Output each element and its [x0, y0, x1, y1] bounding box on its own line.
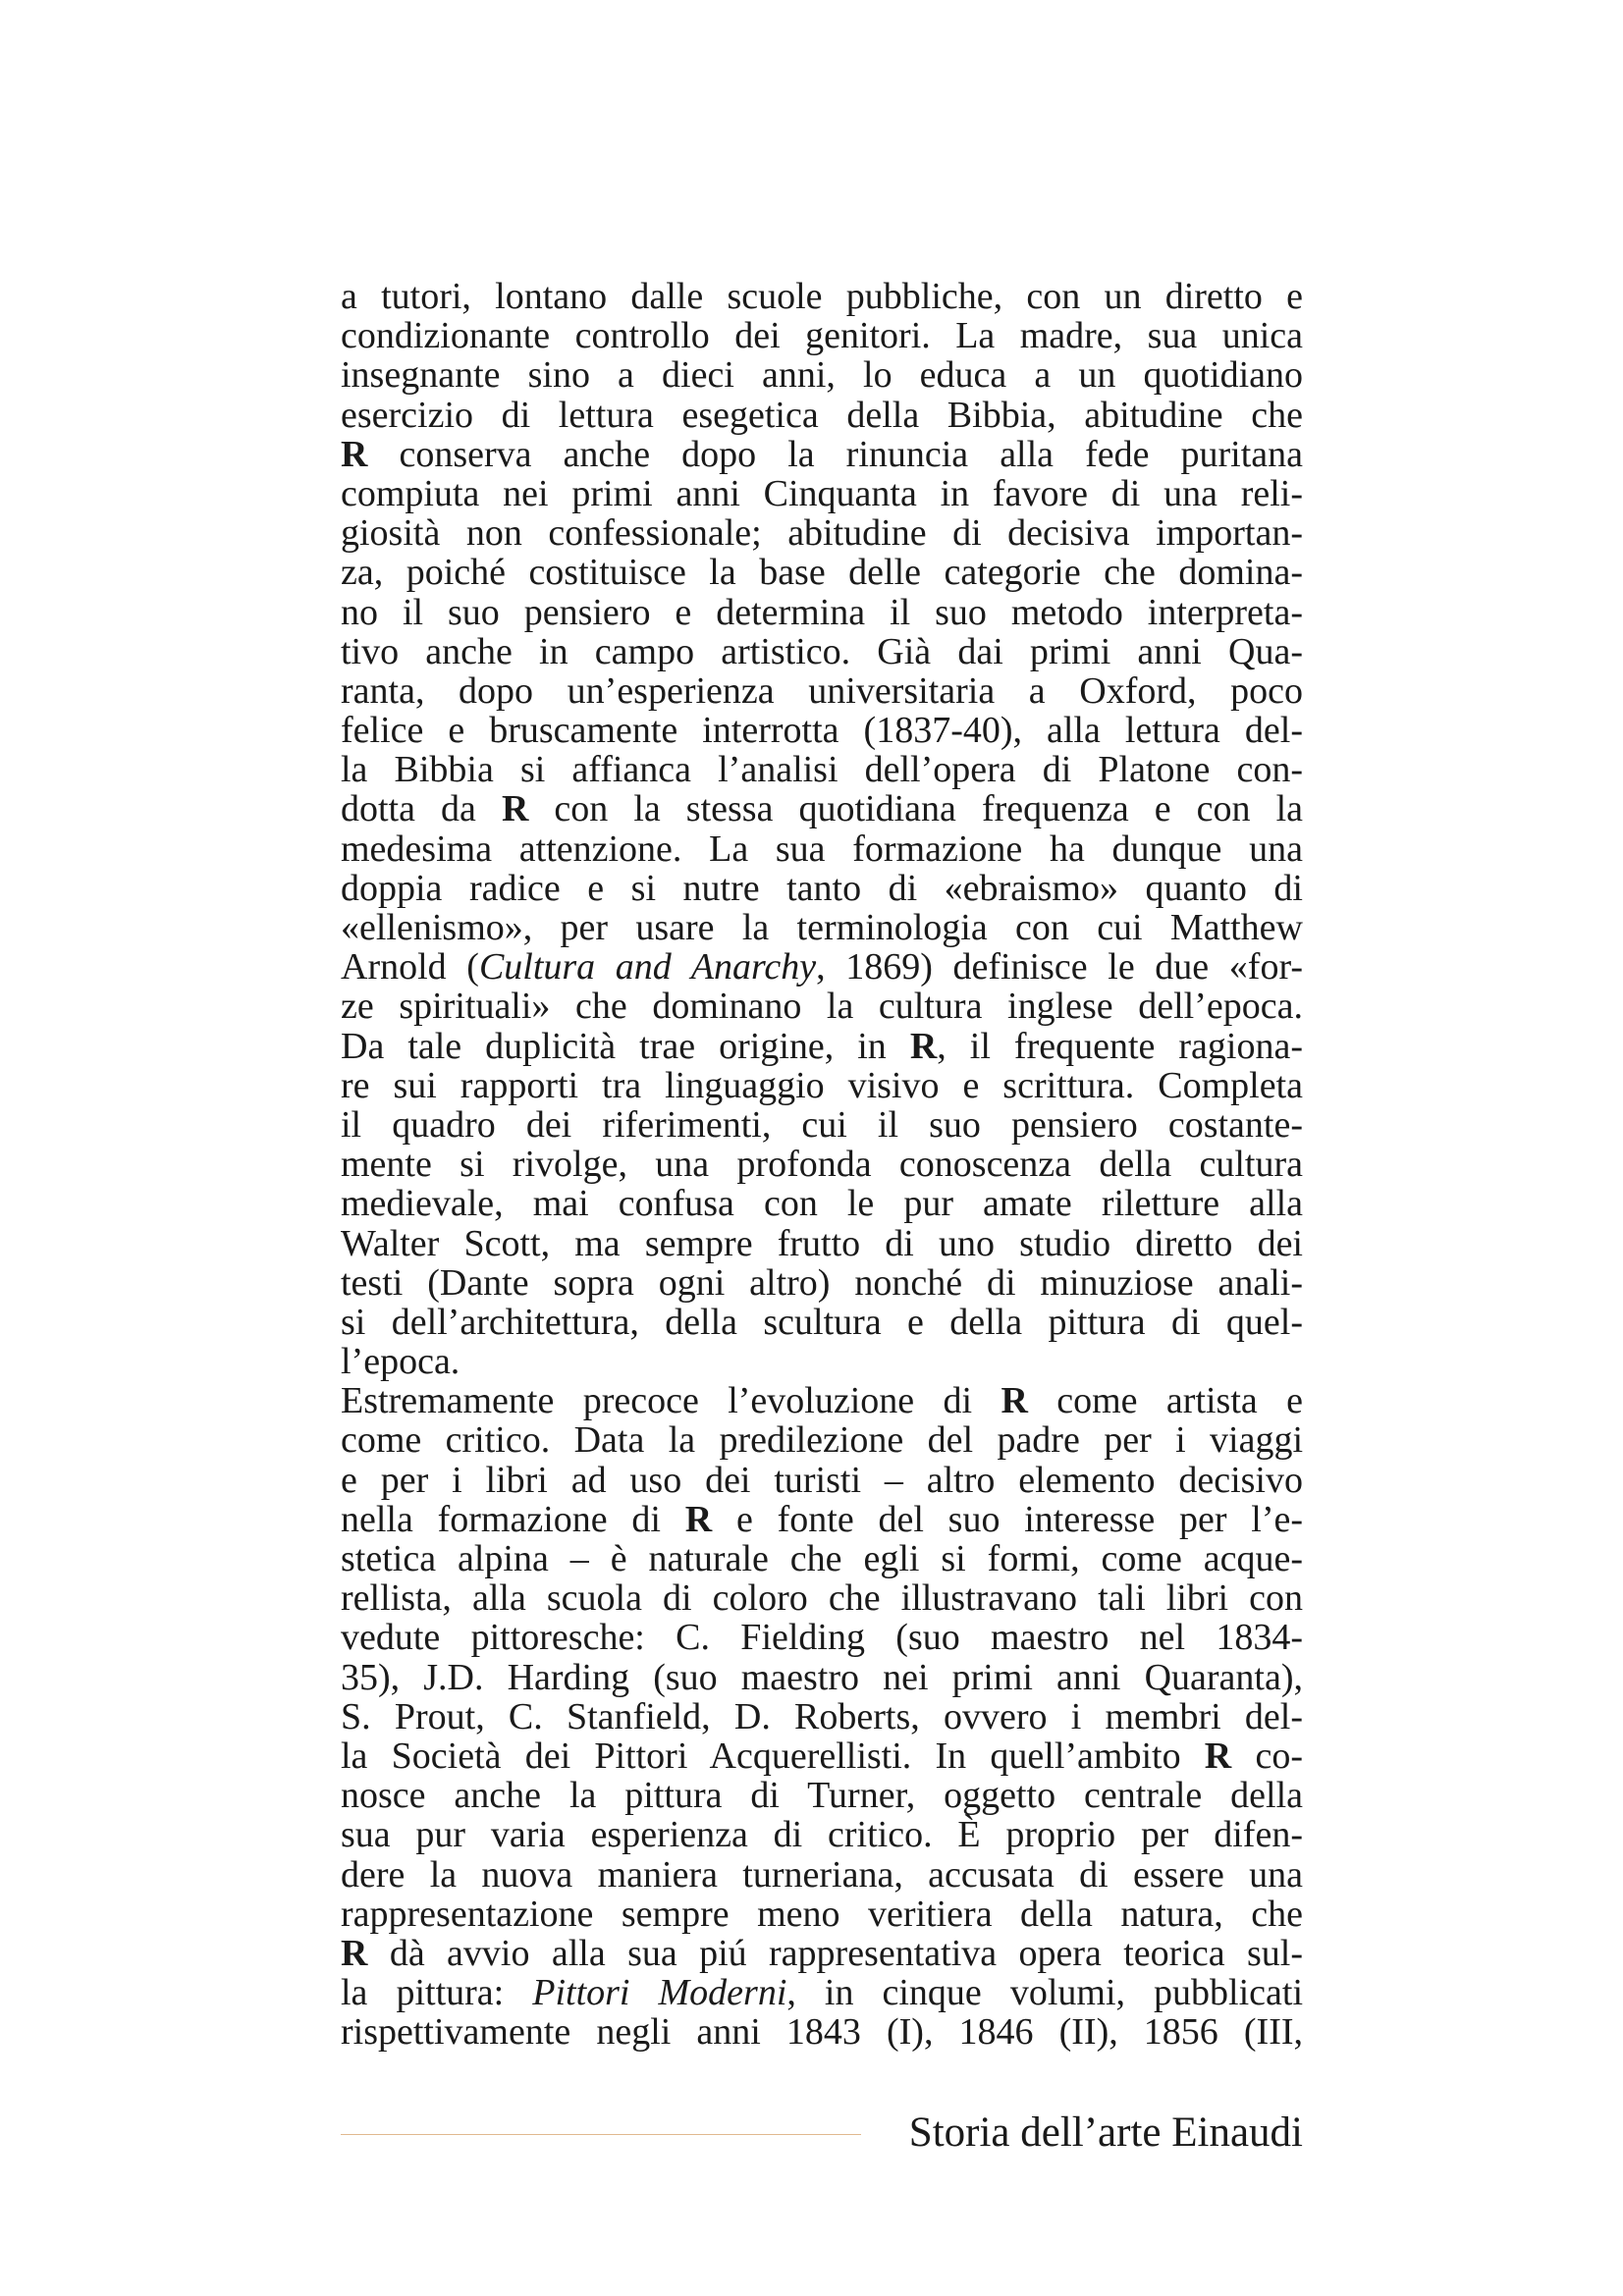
- body-text: [341, 277, 1303, 2052]
- bold-initial: R: [341, 433, 368, 475]
- text-segment: Estremamente precoce l’evoluzione di: [341, 1380, 1001, 1422]
- text-segment: dà avvio alla sua piú rappresentativa opera teorica sul-: [367, 1932, 1303, 1974]
- text-line: [341, 1066, 1303, 1105]
- text-line: [341, 1342, 1303, 1381]
- text-line: [341, 711, 1303, 750]
- text-line: [341, 1934, 1303, 1973]
- text-segment: , il frequente ragiona-: [937, 1025, 1303, 1067]
- bold-initial: R: [1001, 1380, 1028, 1422]
- text-segment: medesima attenzione. La sua formazione ha dunque una: [341, 828, 1303, 870]
- text-line: [341, 1027, 1303, 1066]
- text-segment: Walter Scott, ma sempre frutto di uno studio diretto dei: [341, 1222, 1303, 1264]
- text-segment: Arnold (: [341, 946, 479, 988]
- text-segment: dere la nuova maniera turneriana, accusata di essere una: [341, 1853, 1303, 1896]
- text-segment: nosce anche la pittura di Turner, oggetto centrale della: [341, 1775, 1303, 1817]
- text-line: [341, 1184, 1303, 1223]
- text-segment: e fonte del suo interesse per l’e-: [712, 1498, 1303, 1540]
- text-line: [341, 2012, 1303, 2052]
- text-line: [341, 474, 1303, 513]
- bold-initial: R: [684, 1498, 713, 1540]
- text-line: [341, 1895, 1303, 1934]
- text-segment: «ellenismo», per usare la terminologia con cui Matthew: [341, 907, 1303, 948]
- text-line: [341, 1736, 1303, 1776]
- text-segment: ze spirituali» che dominano la cultura inglese dell’epoca.: [341, 986, 1303, 1028]
- text-line: [341, 277, 1303, 316]
- text-segment: , in cinque volumi, pubblicati: [786, 1972, 1303, 2014]
- text-segment: testi (Dante sopra ogni altro) nonché di minuziose anali-: [341, 1261, 1303, 1304]
- text-segment: rappresentazione sempre meno veritiera della natura, che: [341, 1893, 1303, 1935]
- text-segment: con la stessa quotidiana frequenza e con la: [528, 788, 1303, 830]
- text-line: [341, 1697, 1303, 1736]
- text-segment: 35), J.D. Harding (suo maestro nei primi anni Quaranta),: [341, 1656, 1303, 1698]
- text-line: [341, 1263, 1303, 1303]
- text-segment: si dell’architettura, della scultura e della pittura di quel-: [341, 1301, 1303, 1343]
- text-segment: rellista, alla scuola di coloro che illustravano tali libri con: [341, 1577, 1303, 1620]
- text-line: [341, 1578, 1303, 1618]
- text-line: [341, 1420, 1303, 1460]
- text-segment: e per i libri ad uso dei turisti – altro elemento decisivo: [341, 1459, 1303, 1501]
- text-line: [341, 1815, 1303, 1854]
- text-segment: esercizio di lettura esegetica della Bibbia, abitudine che: [341, 394, 1303, 436]
- text-line: [341, 553, 1303, 592]
- text-segment: co-: [1231, 1735, 1303, 1777]
- text-line: [341, 869, 1303, 908]
- text-line: [341, 829, 1303, 869]
- bold-initial: R: [341, 1932, 368, 1974]
- text-line: [341, 1461, 1303, 1500]
- text-line: [341, 513, 1303, 553]
- bold-initial: R: [1204, 1735, 1232, 1777]
- text-segment: l’epoca.: [341, 1341, 460, 1383]
- text-segment: Da tale duplicità trae origine, in: [341, 1025, 910, 1067]
- text-line: [341, 1145, 1303, 1184]
- text-segment: conserva anche dopo la rinuncia alla fede puritana: [367, 433, 1303, 475]
- text-line: [341, 632, 1303, 671]
- italic-title: Pittori Moderni: [532, 1972, 787, 2014]
- italic-title: Cultura and Anarchy: [478, 946, 817, 988]
- text-line: [341, 1381, 1303, 1420]
- text-segment: la pittura:: [341, 1972, 533, 2014]
- text-segment: re sui rapporti tra linguaggio visivo e scrittura. Completa: [341, 1064, 1303, 1106]
- text-segment: la Società dei Pittori Acquerellisti. In quell’ambito: [341, 1735, 1205, 1777]
- text-line: [341, 355, 1303, 395]
- text-segment: giosità non confessionale; abitudine di decisiva importan-: [341, 512, 1303, 555]
- bold-initial: R: [501, 788, 529, 830]
- text-line: [341, 1539, 1303, 1578]
- text-segment: sua pur varia esperienza di critico. È proprio per difen-: [341, 1814, 1303, 1856]
- footer-title: Storia dell’arte Einaudi: [908, 2109, 1303, 2156]
- text-segment: il quadro dei riferimenti, cui il suo pensiero costante-: [341, 1103, 1303, 1146]
- text-line: [341, 1303, 1303, 1342]
- text-segment: condizionante controllo dei genitori. La madre, sua unica: [341, 315, 1303, 357]
- text-line: [341, 789, 1303, 828]
- text-line: [341, 396, 1303, 435]
- text-segment: S. Prout, C. Stanfield, D. Roberts, ovvero i membri del-: [341, 1695, 1303, 1737]
- text-segment: tivo anche in campo artistico. Già dai primi anni Qua-: [341, 630, 1303, 672]
- text-segment: medievale, mai confusa con le pur amate riletture alla: [341, 1183, 1303, 1225]
- text-segment: compiuta nei primi anni Cinquanta in favore di una reli-: [341, 472, 1303, 514]
- text-segment: rispettivamente negli anni 1843 (I), 1846 (II), 1856 (III,: [341, 2011, 1303, 2054]
- text-line: [341, 908, 1303, 947]
- page-footer: [341, 2101, 1303, 2160]
- text-line: [341, 671, 1303, 711]
- text-segment: vedute pittoresche: C. Fielding (suo maestro nel 1834-: [341, 1617, 1303, 1659]
- text-line: [341, 1658, 1303, 1697]
- text-line: [341, 1618, 1303, 1657]
- text-segment: come artista e: [1027, 1380, 1303, 1422]
- text-segment: dotta da: [341, 788, 502, 830]
- text-line: [341, 1224, 1303, 1263]
- footer-rule: [341, 2134, 861, 2135]
- text-line: [341, 750, 1303, 789]
- text-line: [341, 1855, 1303, 1895]
- text-segment: za, poiché costituisce la base delle categorie che domina-: [341, 552, 1303, 594]
- bold-initial: R: [909, 1025, 938, 1067]
- text-line: [341, 1973, 1303, 2012]
- text-segment: stetica alpina – è naturale che egli si formi, come acque-: [341, 1538, 1303, 1579]
- text-line: [341, 1105, 1303, 1145]
- text-line: [341, 947, 1303, 987]
- text-segment: no il suo pensiero e determina il suo metodo interpreta-: [341, 591, 1303, 633]
- text-segment: felice e bruscamente interrotta (1837-40), alla lettura del-: [341, 710, 1303, 752]
- text-segment: insegnante sino a dieci anni, lo educa a un quotidiano: [341, 354, 1303, 397]
- text-line: [341, 987, 1303, 1026]
- text-segment: ranta, dopo un’esperienza universitaria a Oxford, poco: [341, 669, 1303, 712]
- text-segment: la Bibbia si affianca l’analisi dell’opera di Platone con-: [341, 749, 1303, 791]
- text-segment: doppia radice e si nutre tanto di «ebraismo» quanto di: [341, 867, 1303, 909]
- text-line: [341, 593, 1303, 632]
- text-segment: , 1869) definisce le due «for-: [816, 946, 1303, 988]
- text-segment: come critico. Data la predilezione del padre per i viaggi: [341, 1419, 1303, 1462]
- text-segment: a tutori, lontano dalle scuole pubbliche, con un diretto e: [341, 276, 1303, 317]
- text-line: [341, 316, 1303, 355]
- text-line: [341, 1776, 1303, 1815]
- text-line: [341, 1500, 1303, 1539]
- text-segment: nella formazione di: [341, 1498, 685, 1540]
- text-segment: mente si rivolge, una profonda conoscenza della cultura: [341, 1144, 1303, 1186]
- text-line: [341, 435, 1303, 474]
